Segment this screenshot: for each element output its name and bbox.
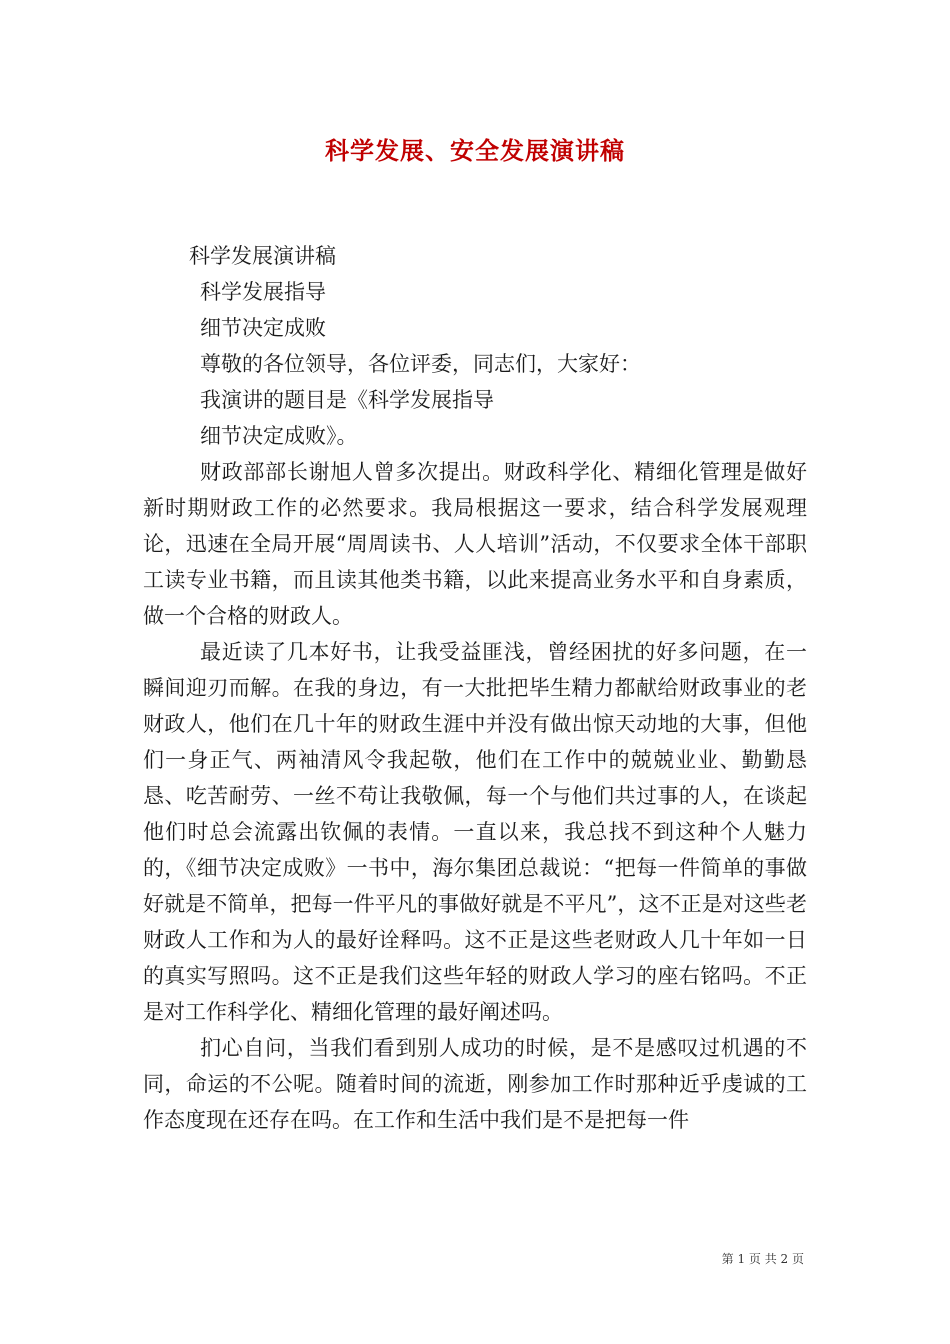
document-title: 科学发展、安全发展演讲稿 bbox=[325, 136, 625, 165]
heading-line: 细节决定成败 bbox=[200, 316, 326, 340]
body-paragraph: 最近读了几本好书，让我受益匪浅，曾经困扰的好多问题，在一瞬间迎刃而解。在我的身边，有一大批把毕生精力都献给财政事业的老财政人，他们在几十年的财政生涯中并没有做出惊天动地的大事，但他们一身正气、两袖清风令我起敬，他们在工作中的兢兢业业、勤勤恳恳、吃苦耐劳、一丝不苟让我敬佩，每一个与他们共过事的人，在谈起他们时总会流露出钦佩的表情。一直以来，我总找不到这种个人魅力的，《细节决定成败》一书中，海尔集团总裁说：“把每一件简单的事做好就是不简单，把每一件平凡的事做好就是不平凡”，这不正是对这些老财政人工作和为人的最好诠释吗。这不正是这些老财政人几十年如一日的真实写照吗。这不正是我们这些年轻的财政人学习的座右铭吗。不正是对工作科学化、精细化管理的最好阐述吗。 bbox=[143, 640, 807, 1024]
page-number: 第 1 页 共 2 页 bbox=[721, 1252, 804, 1266]
heading-line: 科学发展指导 bbox=[200, 280, 326, 304]
heading-line: 科学发展演讲稿 bbox=[189, 244, 336, 268]
document-body bbox=[143, 238, 807, 1138]
body-paragraph: 扪心自问，当我们看到别人成功的时候，是不是感叹过机遇的不同，命运的不公呢。随着时间的流逝，刚参加工作时那种近乎虔诚的工作态度现在还存在吗。在工作和生活中我们是不是把每一件 bbox=[143, 1036, 807, 1132]
heading-line: 细节决定成败》。 bbox=[200, 424, 358, 448]
heading-line: 我演讲的题目是《科学发展指导 bbox=[200, 388, 494, 412]
body-paragraph: 财政部部长谢旭人曾多次提出。财政科学化、精细化管理是做好新时期财政工作的必然要求。我局根据这一要求，结合科学发展观理论，迅速在全局开展“周周读书、人人培训”活动，不仅要求全体干部职工读专业书籍，而且读其他类书籍，以此来提高业务水平和自身素质，做一个合格的财政人。 bbox=[143, 460, 807, 628]
greeting-line: 尊敬的各位领导，各位评委，同志们，大家好： bbox=[200, 352, 641, 376]
